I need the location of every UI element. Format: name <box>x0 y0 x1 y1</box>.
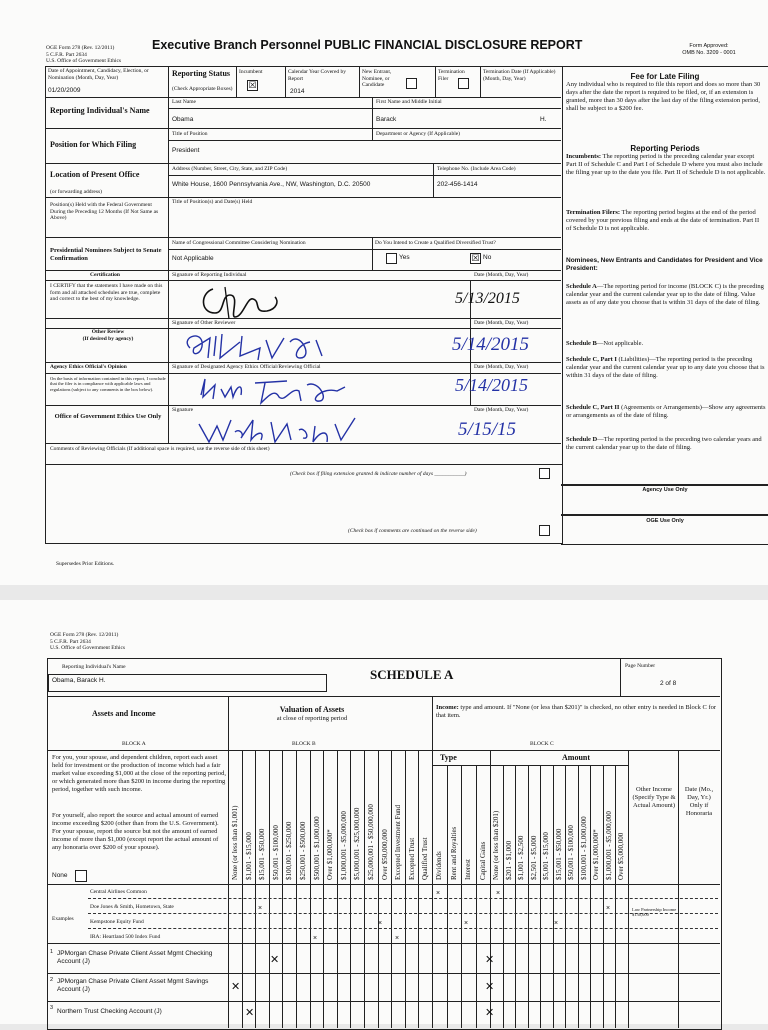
block-b-label: BLOCK B <box>292 741 316 747</box>
asset-name: JPMorgan Chase Private Client Asset Mgmt Checking Account (J) <box>57 950 213 965</box>
sched-c2-text <box>566 404 766 420</box>
other-review-sub: (If desired by agency) <box>82 335 134 342</box>
telephone-label: Telephone No. (Include Area Code) <box>437 166 516 172</box>
column-header: Rent and Royalties <box>449 826 458 880</box>
row-number: 1 <box>50 949 54 955</box>
none-checkbox[interactable] <box>75 870 87 882</box>
column-divider <box>391 750 392 1028</box>
nominees-label: Presidential Nominees Subject to Senate Confirmation <box>50 247 162 262</box>
agency-ethics-label: Agency Ethics Official's Opinion <box>50 364 127 370</box>
column-divider <box>515 765 516 1028</box>
sched-c1-text <box>566 356 766 380</box>
schedule-title: SCHEDULE A <box>370 667 454 682</box>
type-label: Type <box>440 753 457 762</box>
ethics-official-signature <box>195 373 355 405</box>
date-label-3: Date (Month, Day, Year) <box>474 364 529 370</box>
value-mark: ✕ <box>270 954 280 966</box>
page-number-value: 2 of 8 <box>660 680 677 687</box>
column-divider <box>540 765 541 1028</box>
block-a-label: BLOCK A <box>122 741 146 747</box>
sched-b-body: —Not applicable. <box>596 340 644 347</box>
column-divider <box>364 750 365 1028</box>
column-divider <box>323 750 324 1028</box>
incumbents-body: The reporting period is the preceding calendar year except Part II of Schedule C and Part I of Schedule D where you must also include the filing year up to the date you file. Part II of Schedule D is not applicable. <box>566 153 766 176</box>
department-label: Department or Agency (If Applicable) <box>376 131 460 137</box>
assets-income-label: Assets and Income <box>92 709 156 718</box>
column-header: $50,001 - $100,000 <box>271 825 280 880</box>
column-header: $50,001 - $100,000 <box>567 825 575 880</box>
column-divider <box>615 765 616 1028</box>
termination-body: The reporting period begins at the end of the period covered by your previous filing and ends at the date of termination. Part II of Schedule D is not applicable. <box>566 209 760 232</box>
column-divider <box>350 750 351 1028</box>
supersedes: Supersedes Prior Editions. <box>56 561 115 567</box>
first-name-value: Barack <box>376 116 397 123</box>
examples-label: Examples <box>52 916 74 922</box>
column-divider <box>553 765 554 1028</box>
asset-name: JPMorgan Chase Private Client Asset Mgmt Savings Account (J) <box>57 978 209 993</box>
form-id-line: OGE Form 278 (Rev. 12/2011) <box>46 45 115 51</box>
column-divider <box>242 750 243 1028</box>
value-mark: ✕ <box>245 1007 255 1019</box>
column-divider <box>578 765 579 1028</box>
extension-checkbox[interactable] <box>539 468 550 479</box>
signature-label: Signature <box>172 407 194 413</box>
sched-a-head: Schedule A <box>566 283 597 290</box>
sig-reporting-label: Signature of Reporting Individual <box>172 272 247 278</box>
column-header: $500,001 - $1,000,000 <box>312 816 321 880</box>
column-header: Interest <box>464 859 472 880</box>
oge-use-box <box>561 515 768 545</box>
periods-title: Reporting Periods <box>630 144 700 153</box>
filer-signature <box>195 283 285 321</box>
column-divider <box>282 750 283 1028</box>
column-divider <box>447 765 448 1028</box>
sched-c1-body: (Liabilities)—The reporting period is the preceding calendar year and the current calendar year up to any date you choose that is within 31 days of the date of filing. <box>566 356 765 379</box>
column-header: $100,001 - $250,000 <box>285 821 294 880</box>
column-divider <box>378 750 379 1028</box>
calendar-year-value: 2014 <box>290 88 305 95</box>
first-name-label: First Name and Middle Initial <box>376 99 442 105</box>
incumbents-text <box>566 153 766 177</box>
oge-use-only: OGE Use Only <box>646 518 684 524</box>
example-3: Kempstone Equity Fund <box>90 919 144 925</box>
column-header: $1,000,001 - $5,000,000 <box>339 811 348 880</box>
last-name-label: Last Name <box>172 99 196 105</box>
oge-signature <box>195 414 365 446</box>
positions-held-label: Position(s) Held with the Federal Government During the Preceding 12 Months (If Not Same as Above) <box>50 202 159 221</box>
asset-name: Northern Trust Checking Account (J) <box>57 1008 162 1015</box>
form-approved-line: Form Approved: <box>689 43 729 49</box>
certification-label: Certification <box>90 272 120 278</box>
incumbents-head: Incumbents: <box>566 153 602 160</box>
column-header: Excepted Investment Fund <box>394 804 403 880</box>
column-header: Dividends <box>435 851 443 880</box>
form-id <box>46 45 156 65</box>
valuation-title: Valuation of Assets <box>279 705 345 714</box>
type-amount-divider <box>432 765 628 766</box>
date-appointment-label: Date of Appointment, Candidacy, Election, or Nomination (Month, Day, Year) <box>48 68 149 81</box>
form-id-line: U.S. Office of Government Ethics <box>46 58 122 64</box>
form-id-line: OGE Form 278 (Rev. 12/2011) <box>50 632 119 638</box>
example-other-income: Law Partnership Income $130,000 <box>632 907 677 917</box>
info-panel-frame <box>561 66 768 486</box>
reporting-name-box <box>48 674 327 692</box>
column-header: Over $50,000,000 <box>380 829 389 880</box>
title-positions-label: Title of Position(s) and Date(s) Held <box>172 199 253 205</box>
reporting-individual-label: Reporting Individual's Name <box>50 106 150 115</box>
column-divider <box>432 696 433 1028</box>
date-label-1: Date (Month, Day, Year) <box>474 272 529 278</box>
example-4: IRA: Heartland 500 Index Fund <box>90 934 161 940</box>
trust-no-label: No <box>483 254 492 261</box>
column-header: $1,001 - $15,000 <box>244 832 253 880</box>
middle-initial-value: H. <box>540 116 547 123</box>
column-header: $15,001 - $50,000 <box>258 828 267 880</box>
column-divider <box>461 765 462 1028</box>
termination-filer-label: Termination Filer <box>438 69 465 82</box>
trust-yes-label: Yes <box>399 254 410 261</box>
incumbent-checkbox[interactable]: ☒ <box>248 80 257 90</box>
sched-b-head: Schedule B <box>566 340 597 347</box>
certification-text: I CERTIFY that the statements I have made on this form and all attached schedules are true, complete and correct to the best of my knowledge. <box>50 283 163 302</box>
committee-label: Name of Congressional Committee Considering Nomination <box>172 240 306 246</box>
column-divider <box>528 765 529 1028</box>
committee-value: Not Applicable <box>172 255 214 262</box>
incumbent-label: Incumbent <box>239 69 263 75</box>
date-appointment-value: 01/20/2009 <box>48 87 81 94</box>
other-review-title: Other Review <box>91 329 125 335</box>
column-divider <box>565 765 566 1028</box>
trust-yes-checkbox[interactable] <box>386 253 397 264</box>
example-mark: × <box>436 890 441 897</box>
example-mark: × <box>258 905 263 912</box>
column-header: Excepted Trust <box>407 837 416 880</box>
column-divider <box>405 750 406 1028</box>
date-label-2: Date (Month, Day, Year) <box>474 320 529 326</box>
other-income-label: Other Income (Specify Type & Actual Amount) <box>632 786 676 809</box>
location-label: Location of Present Office <box>50 170 140 179</box>
income-header <box>436 704 718 720</box>
reporting-status-sub: (Check Appropriate Boxes) <box>172 86 233 92</box>
block-c-label: BLOCK C <box>530 741 554 747</box>
sched-a-text <box>566 283 766 307</box>
row-number: 3 <box>50 1005 54 1011</box>
example-mark: × <box>496 890 501 897</box>
date-value-2: 5/14/2015 <box>452 334 530 355</box>
comments-box <box>45 443 563 544</box>
agency-ethics-text: On the basis of information contained in this report, I conclude that the filer is in compliance with applicable laws and regulations (subject to any comments in the box below). <box>50 376 166 392</box>
column-header: Over $1,000,000* <box>592 829 600 880</box>
column-divider <box>337 750 338 1028</box>
termination-filer-checkbox[interactable] <box>458 78 469 89</box>
comments-continued-text: (Check box if comments are continued on the reverse side) <box>348 528 477 534</box>
sched-d-text <box>566 436 766 452</box>
column-header: $5,001 - $15,000 <box>542 832 550 880</box>
agency-use-only: Agency Use Only <box>642 487 688 493</box>
reporting-name-label: Reporting Individual's Name <box>62 664 126 670</box>
sched-a-body: —The reporting period for income (BLOCK C) is the preceding calendar year and the current calendar year up to the date of filing. Value assets as of any date you choose that is within 31 days of the date of filing. <box>566 283 764 306</box>
sched-c2-head: Schedule C, Part II <box>566 404 620 411</box>
column-header: $2,501 - $5,000 <box>529 835 538 880</box>
date-value-1: 5/13/2015 <box>455 290 520 307</box>
schedule-a-page <box>0 600 768 1024</box>
amount-label: Amount <box>562 753 591 762</box>
form-id-2 <box>50 632 180 652</box>
valuation-sub: at close of reporting period <box>276 715 348 722</box>
column-header: $1,000,001 - $5,000,000 <box>604 811 613 880</box>
form-id-line: 5 C.F.R. Part 2634 <box>46 51 87 58</box>
amount-mark: ✕ <box>485 981 495 993</box>
sig-other-label: Signature of Other Reviewer <box>172 320 236 326</box>
column-divider <box>418 750 419 1028</box>
last-name-value: Obama <box>172 116 194 123</box>
other-review-label <box>50 329 166 342</box>
form-title: Executive Branch Personnel PUBLIC FINANCIAL DISCLOSURE REPORT <box>152 38 583 52</box>
qualified-trust-label: Do You Intend to Create a Qualified Diversified Trust? <box>375 240 496 246</box>
sched-d-body: —The reporting period is the preceding two calendar years and the current calendar year up to the date of filing. <box>566 436 762 451</box>
date-value-4: 5/15/15 <box>458 419 517 440</box>
sched-c1-head: Schedule C, Part I <box>566 356 617 363</box>
example-mark: × <box>606 905 611 912</box>
reporting-name-value: Obama, Barack H. <box>52 677 106 684</box>
sched-c2-body: (Agreements or Arrangements)—Show any agreements or arrangements as of the date of filing. <box>566 404 766 419</box>
example-mark: × <box>464 920 469 927</box>
telephone-value: 202-456-1414 <box>437 181 478 188</box>
example-mark: × <box>313 935 318 942</box>
termination-date-label: Termination Date (If Applicable) (Month, Day, Year) <box>483 69 556 82</box>
oge-use-label: Office of Government Ethics Use Only <box>54 413 162 420</box>
instructions-1: For you, your spouse, and dependent children, report each asset held for investment or the production of income which had a fair market value exceeding $1,000 at the close of the reporting period, or which generated more than $200 in income during the reporting period, together with such income. <box>52 754 226 793</box>
reporting-status-label: Reporting Status <box>172 69 231 78</box>
new-entrant-label: New Entrant, Nominee, or Candidate <box>362 69 392 88</box>
title-of-position-value: President <box>172 147 200 154</box>
form-id-line: 5 C.F.R. Part 2634 <box>50 638 91 645</box>
column-header: $15,001 - $50,000 <box>554 828 563 880</box>
value-mark: ✕ <box>231 981 241 993</box>
address-value: White House, 1600 Pennsylvania Ave., NW, Washington, D.C. 20500 <box>172 181 371 188</box>
column-header: None (or less than $201) <box>492 810 500 880</box>
new-entrant-checkbox[interactable] <box>406 78 417 89</box>
column-header: Capital Gains <box>478 841 487 880</box>
termination-text <box>566 209 766 233</box>
sched-d-head: Schedule D <box>566 436 598 443</box>
income-text: type and amount. If "None (or less than $201)" is checked, no other entry is needed in Block C for that item. <box>436 704 717 719</box>
column-divider <box>310 750 311 1028</box>
column-divider <box>503 765 504 1028</box>
fee-text: Any individual who is required to file this report and does so more than 30 days after the date the report is required to be filed, or, if an extension is granted, more than 30 days after the last day of the filing extension period, shall be subject to a $200 fee. <box>566 81 761 112</box>
location-sub: (or forwarding address) <box>50 189 102 195</box>
date-label-4: Date (Month, Day, Year) <box>474 407 529 413</box>
column-divider <box>296 750 297 1028</box>
agency-use-box <box>561 484 768 515</box>
address-label: Address (Number, Street, City, State, and ZIP Code) <box>172 166 288 172</box>
column-header: $1,001 - $2,500 <box>517 835 525 880</box>
termination-head: Termination Filers: <box>566 209 621 216</box>
comments-continued-checkbox[interactable] <box>539 525 550 536</box>
amount-mark: ✕ <box>485 1007 495 1019</box>
example-mark: × <box>378 920 383 927</box>
position-label: Position for Which Filing <box>50 140 137 149</box>
title-of-position-label: Title of Position <box>172 131 208 137</box>
column-divider <box>476 765 477 1028</box>
column-header: $100,001 - $1,000,000 <box>579 816 588 880</box>
example-mark: × <box>554 920 559 927</box>
date-value-3: 5/14/2015 <box>455 375 529 395</box>
example-mark: × <box>395 935 400 942</box>
nominees-head: Nominees, New Entrants and Candidates for President and Vice President: <box>566 257 763 272</box>
column-header: $250,001 - $500,000 <box>299 821 307 880</box>
row-number: 2 <box>50 977 54 983</box>
comments-label: Comments of Reviewing Officials (If additional space is required, use the reverse side of this sheet) <box>50 446 270 452</box>
column-divider <box>590 765 591 1028</box>
column-divider <box>255 750 256 1028</box>
column-header: Qualified Trust <box>421 837 430 880</box>
none-label: None <box>52 872 68 879</box>
column-divider <box>603 765 604 1028</box>
example-1: Central Airlines Common <box>90 889 147 895</box>
extension-text: (Check box if filing extension granted & indicate number of days ___________) <box>290 471 467 477</box>
column-divider <box>628 750 629 1028</box>
example-2: Doe Jones & Smith, Hometown, State <box>90 904 174 910</box>
income-title: Income: <box>436 704 459 711</box>
column-header: Over $5,000,000 <box>617 832 625 880</box>
column-header: $201 - $1,000 <box>504 840 513 880</box>
column-divider <box>228 696 229 1028</box>
column-divider <box>269 750 270 1028</box>
column-header: $25,000,001 - $50,000,000 <box>367 804 375 880</box>
sig-designated-label: Signature of Designated Agency Ethics Official/Reviewing Official <box>172 364 321 370</box>
form-approved-line: OMB No. 3209 - 0001 <box>682 49 736 56</box>
instructions-2: For yourself, also report the source and actual amount of earned income exceeding $200 (other than from the U.S. Government). For your spouse, report the source but not the amount of earned income of more than $1,000 (except report the actual amount of any honoraria over $200 of your spouse). <box>52 812 219 851</box>
form-approved <box>650 43 768 56</box>
sched-b-text <box>566 340 766 348</box>
form-id-line: U.S. Office of Government Ethics <box>50 645 126 651</box>
page-number-label: Page Number <box>625 663 656 669</box>
trust-no-checkbox[interactable]: ☒ <box>471 253 480 263</box>
column-divider <box>678 750 679 1028</box>
column-header: $5,000,001 - $25,000,000 <box>353 807 362 880</box>
honoraria-date-label: Date (Mo., Day, Yr.) Only if Honoraria <box>684 786 714 817</box>
fee-title: Fee for Late Filing <box>630 72 700 81</box>
reviewer-signature <box>180 328 335 364</box>
column-header: None (or less than $1,001) <box>231 805 239 880</box>
amount-mark: ✕ <box>485 954 495 966</box>
column-header: Over $1,000,000* <box>326 829 335 880</box>
calendar-year-label: Calendar Year Covered by Report <box>288 69 347 82</box>
